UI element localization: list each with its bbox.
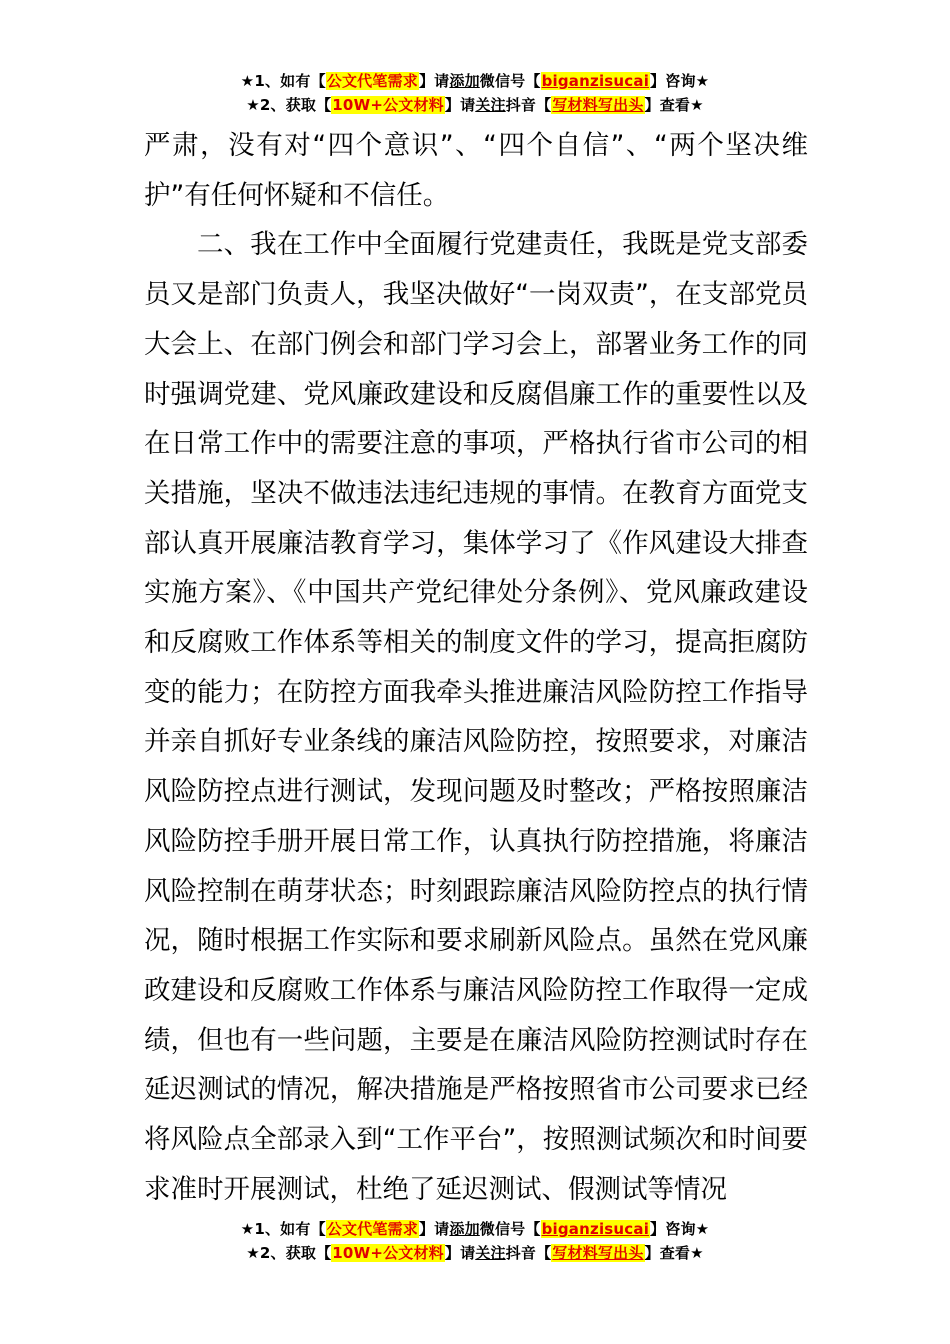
- emphasis-text: 关注: [475, 1244, 506, 1262]
- emphasis-text: 添加: [449, 72, 480, 90]
- highlight-materials: 10W+公文材料: [332, 1244, 444, 1262]
- wechat-id[interactable]: biganzisucai: [541, 1220, 650, 1238]
- wechat-id[interactable]: biganzisucai: [541, 72, 650, 90]
- star-icon: ★: [246, 96, 260, 114]
- highlight-materials: 10W+公文材料: [332, 96, 444, 114]
- paragraph-party-building: 二、我在工作中全面履行党建责任，我既是党支部委员又是部门负责人，我坚决做好“一岗双责”，在支部党员大会上、在部门例会和部门学习会上，部署业务工作的同时强调党建、党风廉政建设和反腐倡廉工作的重要性以及在日常工作中的需要注意的事项，严格执行省市公司的相关措施，坚决不做违法违纪违规的事情。在教育方面党支部认真开展廉洁教育学习，集体学习了《作风建设大排查实施方案》、《中国共产党纪律处分条例》、党风廉政建设和反腐败工作体系等相关的制度文件的学习，提高拒腐防变的能力；在防控方面我牵头推进廉洁风险防控工作指导并亲自抓好专业条线的廉洁风险防控，按照要求，对廉洁风险防控点进行测试，发现问题及时整改；严格按照廉洁风险防控手册开展日常工作，认真执行防控措施，将廉洁风险控制在萌芽状态；时刻跟踪廉洁风险防控点的执行情况，随时根据工作实际和要求刷新风险点。虽然在党风廉政建设和反腐败工作体系与廉洁风险防控工作取得一定成绩，但也有一些问题，主要是在廉洁风险防控测试时存在延迟测试的情况，解决措施是严格按照省市公司要求已经将风险点全部录入到“工作平台”，按照测试频次和时间要求准时开展测试，杜绝了延迟测试、假测试等情况: [144, 229, 808, 1205]
- banner-text: 】请: [418, 72, 450, 90]
- banner-text: 】查看: [644, 96, 691, 114]
- footer-banner: [0, 1218, 950, 1266]
- star-icon: ★: [695, 72, 710, 90]
- douyin-account[interactable]: 写材料写出头: [552, 1244, 644, 1262]
- emphasis-text: 添加: [449, 1220, 480, 1238]
- banner-text: 】请: [444, 1244, 476, 1262]
- emphasis-text: 关注: [475, 96, 506, 114]
- banner-text: 】咨询: [650, 1220, 696, 1238]
- banner-text: 2、获取【: [259, 1244, 332, 1262]
- banner-text: 】查看: [644, 1244, 691, 1262]
- highlight-service: 公文代笔需求: [326, 1220, 418, 1238]
- star-icon: ★: [240, 1220, 255, 1238]
- document-body: [144, 121, 808, 1214]
- star-icon: ★: [690, 1244, 704, 1262]
- highlight-service: 公文代笔需求: [326, 72, 418, 90]
- banner-line-1: [0, 1218, 950, 1242]
- paragraph-continuation: 严肃，没有对“四个意识”、“四个自信”、“两个坚决维护”有任何怀疑和不信任。: [144, 130, 808, 211]
- banner-text: 2、获取【: [259, 96, 332, 114]
- banner-text: 抖音【: [505, 96, 552, 114]
- banner-line-1: [0, 70, 950, 94]
- banner-text: 1、如有【: [254, 1220, 326, 1238]
- banner-line-2: [0, 1242, 950, 1266]
- banner-text: 抖音【: [505, 1244, 552, 1262]
- banner-text: 】请: [444, 96, 476, 114]
- douyin-account[interactable]: 写材料写出头: [552, 96, 644, 114]
- banner-text: 1、如有【: [254, 72, 326, 90]
- star-icon: ★: [246, 1244, 260, 1262]
- banner-text: 微信号【: [479, 1220, 541, 1238]
- banner-line-2: [0, 94, 950, 118]
- star-icon: ★: [240, 72, 255, 90]
- banner-text: 】请: [418, 1220, 450, 1238]
- header-banner: [0, 70, 950, 118]
- banner-text: 】咨询: [650, 72, 696, 90]
- banner-text: 微信号【: [479, 72, 541, 90]
- star-icon: ★: [695, 1220, 710, 1238]
- star-icon: ★: [690, 96, 704, 114]
